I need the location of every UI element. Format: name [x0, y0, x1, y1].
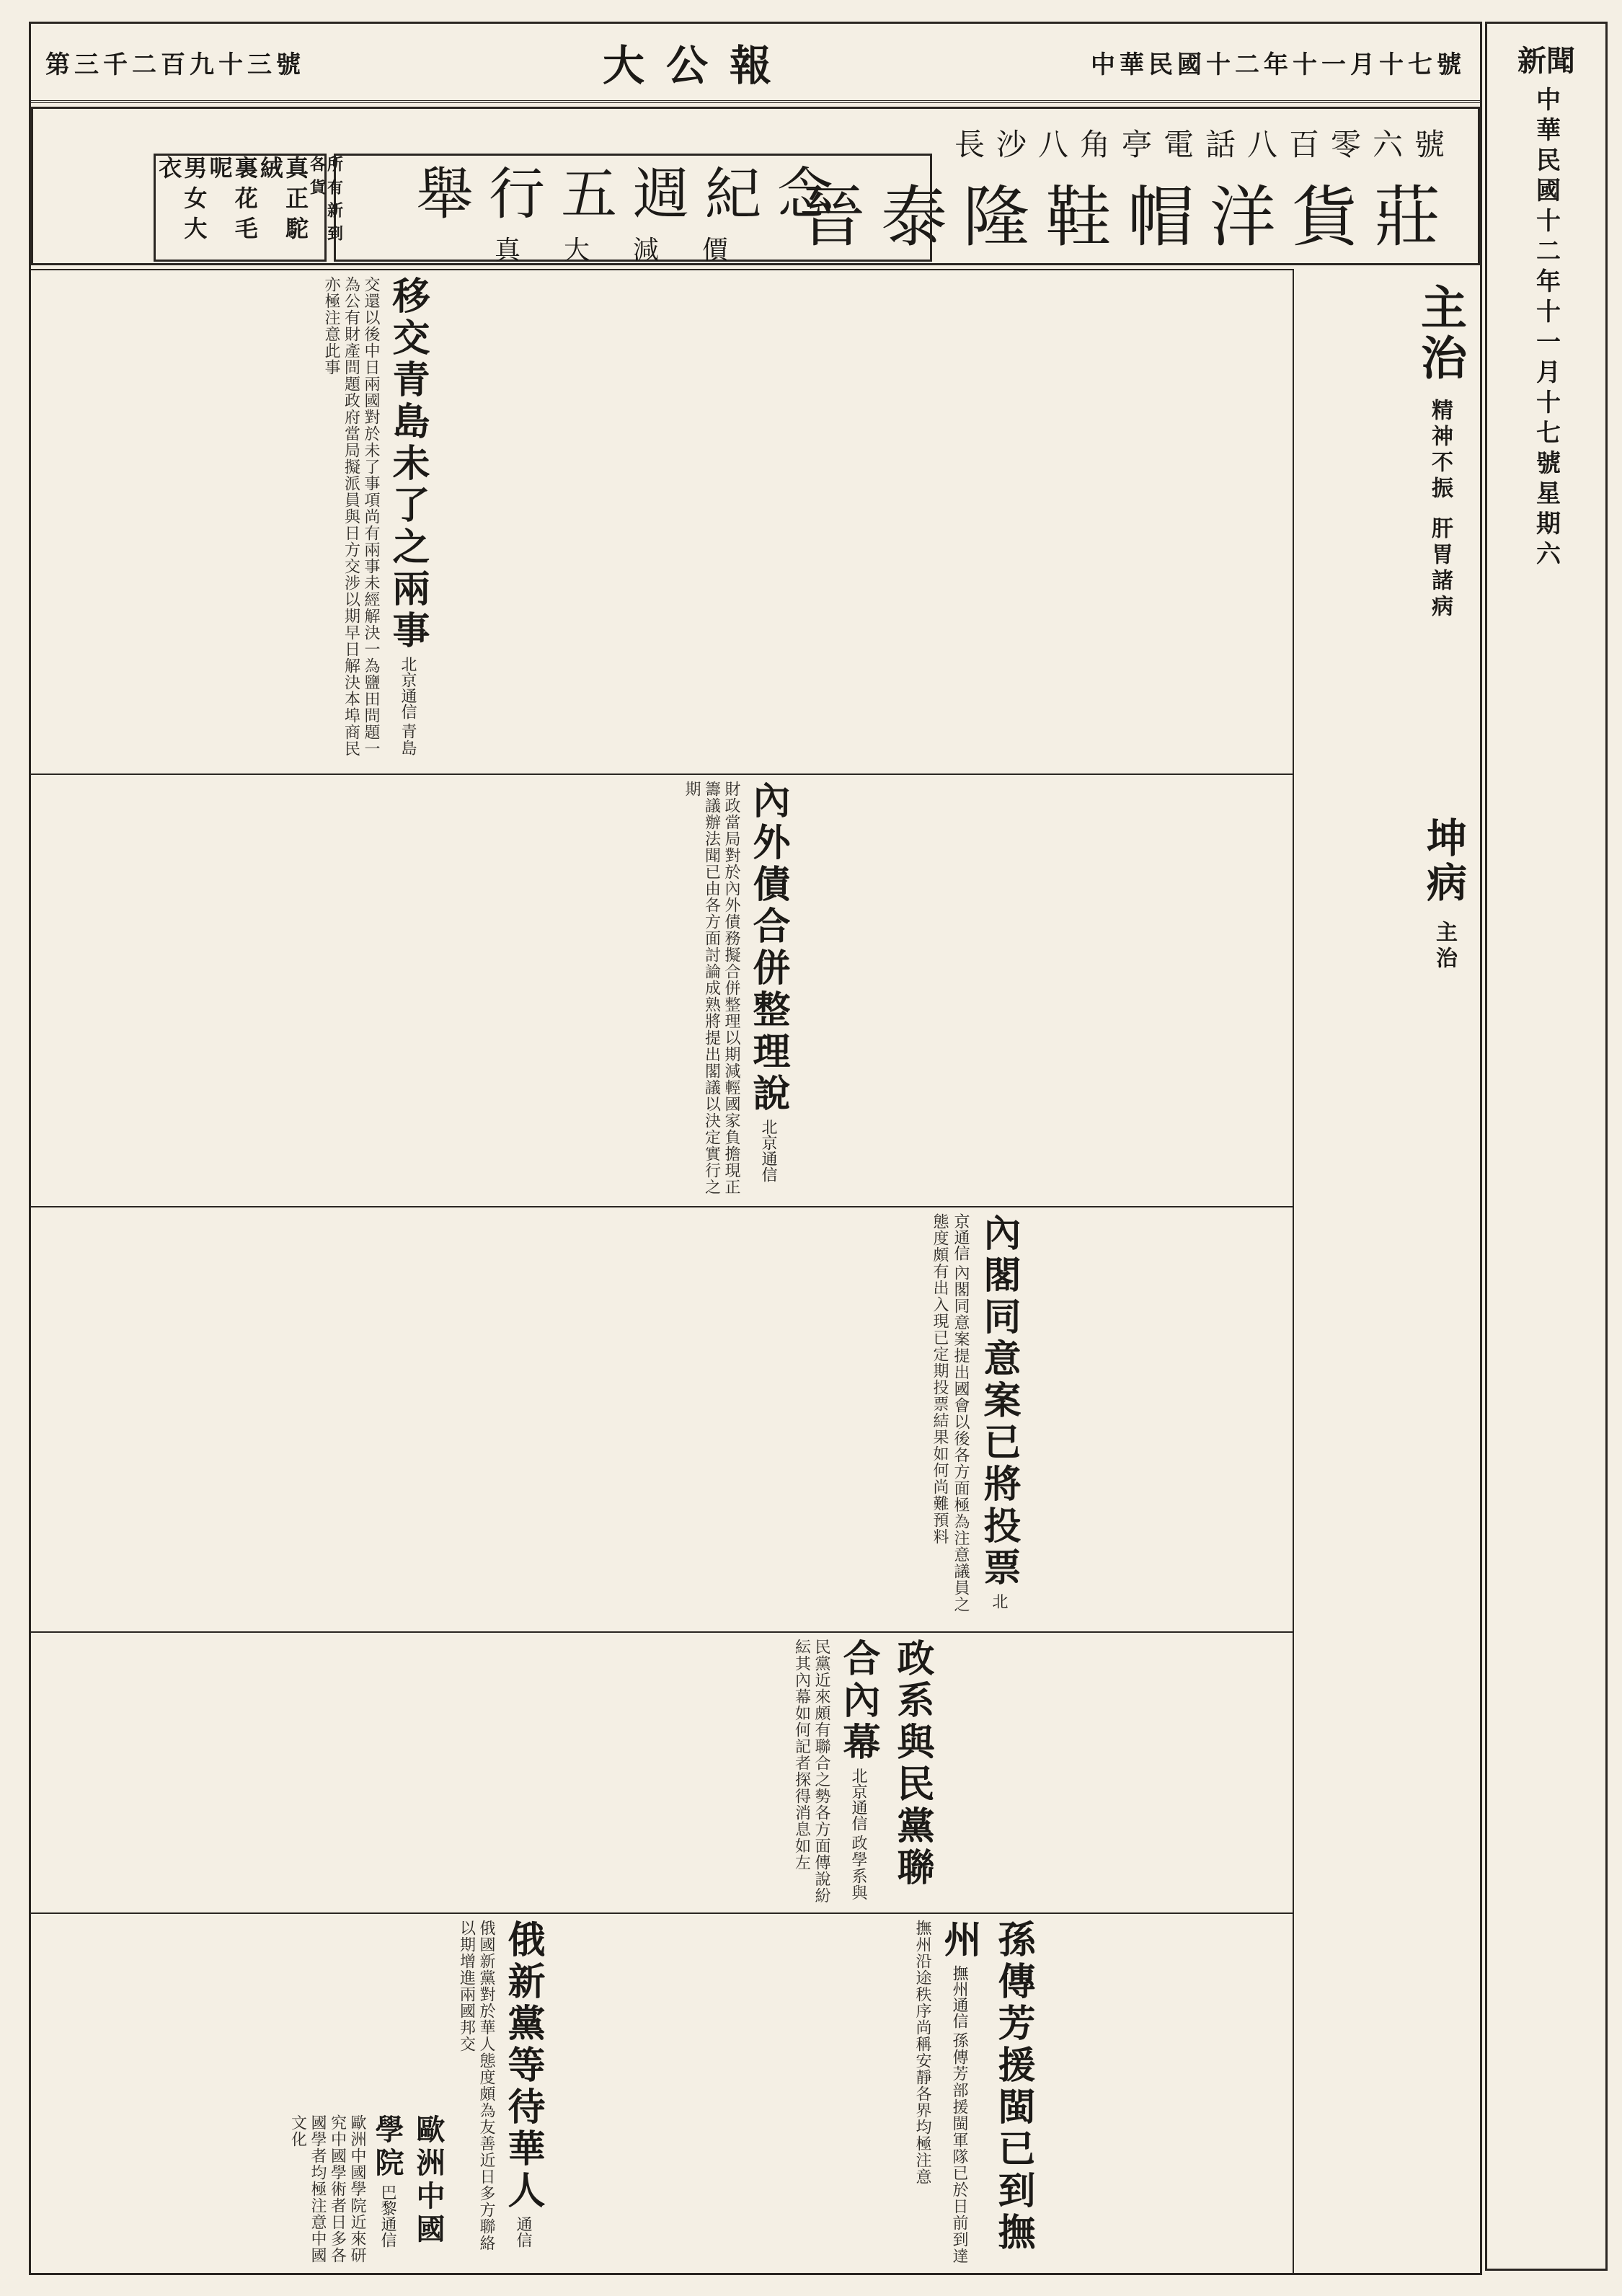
body-7: 歐洲中國學院近來研究中國學術者日多各國學者均極注意中國文化: [288, 2114, 366, 2264]
side-line-3: 裏花毛呢: [205, 156, 259, 247]
ad-column-rule: [1293, 269, 1294, 2273]
byline-7: 巴黎通信: [378, 2184, 396, 2248]
body-3: 內閣同意案提出國會以後各方面極為注意議員之態度頗有出入現已定期投票結果如何尚難預料: [931, 1213, 970, 1613]
article-2: [536, 781, 795, 1199]
side-goods-ad: [154, 154, 344, 262]
article-1: [31, 276, 435, 766]
masthead: [31, 24, 1480, 103]
ad-anniversary: 舉行五週紀念: [416, 161, 849, 227]
headline-7: 歐洲中國學院: [371, 2114, 446, 2247]
ad-sale: 真大減價: [494, 235, 771, 265]
article-3: [810, 1213, 1026, 1624]
side-line-2: 真正駝絨: [256, 156, 310, 247]
ad-store-name: 晉泰隆鞋帽洋貨莊: [798, 179, 1456, 256]
rail-heading: 新聞: [1517, 44, 1575, 78]
masthead-title: 大公報: [602, 41, 793, 90]
article-7: [288, 2114, 449, 2266]
rail-vertical-text: 中華民國十二年十一月十七號星期六: [1531, 87, 1561, 571]
body-1: 青島交還以後中日兩國對於未了事項尚有兩事未經解決一為鹽田問題一為公有財產問題政府當局擬派員與日方交涉以期早日解決本埠商民亦極注意此事: [322, 276, 417, 757]
article-4: [752, 1639, 939, 1905]
med-2-name: 坤病: [1420, 817, 1468, 906]
byline-1: 北京通信: [399, 656, 417, 720]
body-5: 孫傳芳部援閩軍隊已於日前到達撫州沿途秩序尚稱安靜各界均極注意: [913, 1920, 968, 2265]
body-2: 財政當局對於內外債務擬合併整理以期減輕國家負擔現正籌議辦法聞已由各方面討論成熟將提出閣議以決定實行之期: [683, 781, 740, 1195]
byline-4: 北京通信: [849, 1768, 867, 1832]
headline-3: 內閣同意案已將投票: [977, 1213, 1021, 1590]
row-rule-5: [31, 1912, 1293, 1914]
masthead-date: 中華民國十二年十一月十七號: [1090, 50, 1466, 79]
headline-4: 政系與民黨聯合內幕: [836, 1639, 934, 1889]
row-rule-4: [31, 1631, 1293, 1633]
body-4: 政學系與民黨近來頗有聯合之勢各方面傳說紛紜其內幕如何記者探得消息如左: [792, 1639, 867, 1904]
med-2-line-1: 主治: [1432, 920, 1457, 972]
med-1-line-2: 肝胃諸病: [1427, 516, 1453, 621]
anniversary-ad: [334, 154, 932, 265]
byline-6: 通信: [514, 2216, 532, 2248]
byline-5: 撫州通信: [950, 1965, 968, 2029]
byline-2: 北京通信: [759, 1119, 777, 1183]
side-line-4: 男女大衣: [155, 156, 208, 247]
medicine-ad-1: [1300, 283, 1473, 788]
headline-1: 移交青島未了之兩事: [386, 276, 430, 652]
row-rule-3: [31, 1206, 1293, 1207]
headline-2: 內外債合併整理說: [746, 781, 790, 1115]
headline-5: 孫傳芳援閩已到撫州: [937, 1920, 1035, 2254]
headline-6: 俄新黨等待華人: [501, 1920, 545, 2212]
medicine-ad-2: [1300, 817, 1473, 1177]
med-1-line-1: 精神不振: [1427, 398, 1453, 502]
body-6: 俄國新黨對於華人態度頗為友善近日多方聯絡以期增進兩國邦交: [457, 1920, 495, 2251]
newspaper-page: [29, 22, 1482, 2275]
byline-3: 北京通信: [952, 1213, 1008, 1610]
article-5: [838, 1920, 1040, 2266]
side-line-1: 所有新到各貨: [307, 156, 344, 248]
ad-phone-line: 長沙八角亭電話八百零六號: [954, 127, 1456, 162]
right-rail: [1485, 22, 1608, 2271]
masthead-issue: 第三千二百九十三號: [45, 50, 305, 79]
row-rule-1: [31, 269, 1293, 270]
med-1-name: 主治: [1413, 283, 1467, 384]
row-rule-2: [31, 774, 1293, 775]
